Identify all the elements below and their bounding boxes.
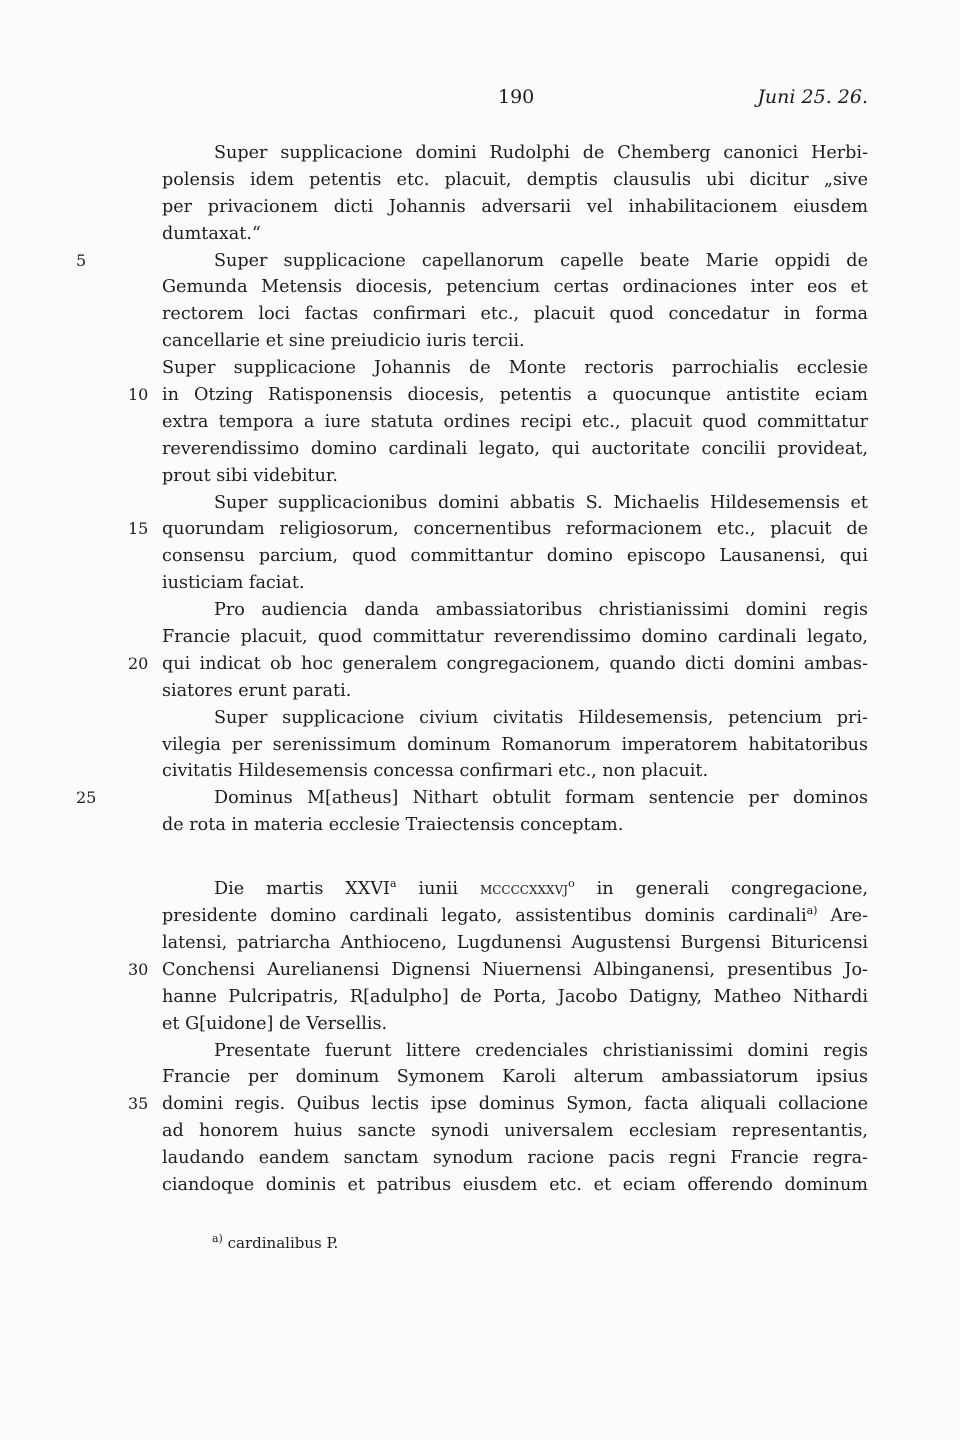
line-text: vilegia per serenissimum dominum Romanorum imperatorem habitatoribus — [162, 734, 868, 755]
line-text: siatores erunt parati. — [162, 680, 352, 701]
page-number: 190 — [498, 86, 535, 108]
line-text: Pro audiencia danda ambassiatoribus christianissimi domini regis — [214, 600, 868, 621]
line-text: et G[uidone] de Versellis. — [162, 1013, 388, 1034]
page-header — [0, 86, 960, 114]
line-text: latensi, patriarcha Anthioceno, Lugdunensi Augustensi Burgensi Bituricensi — [162, 932, 868, 953]
line-text: consensu parcium, quod committantur domino episcopo Lausanensi, qui — [162, 546, 868, 567]
line-text: Conchensi Aurelianensi Dignensi Niuernensi Albinganensi, presentibus Jo- — [162, 959, 868, 980]
line-text: de rota in materia ecclesie Traiectensis conceptam. — [162, 815, 624, 836]
line-text: reverendissimo domino cardinali legato, qui auctoritate concilii provideat, — [162, 438, 868, 459]
text-line — [128, 1091, 868, 1118]
text-line — [162, 436, 868, 463]
footnote-text: cardinalibus P. — [222, 1234, 339, 1252]
text-line — [162, 678, 868, 705]
text-line — [162, 167, 868, 194]
text-line — [162, 597, 868, 624]
line-text: Super supplicacione capellanorum capelle beate Marie oppidi de — [214, 250, 868, 271]
line-text: cancellarie et sine preiudicio iuris tercii. — [162, 331, 525, 352]
section-gap — [162, 839, 868, 876]
line-number: 20 — [128, 653, 149, 673]
line-number: 10 — [128, 385, 149, 405]
line-text: quorundam religiosorum, concernentibus reformacionem etc., placuit de — [162, 519, 868, 540]
text-line — [162, 1064, 868, 1091]
text-line — [162, 1011, 868, 1038]
line-text: ciandoque dominis et patribus eiusdem etc. et eciam offerendo dominum — [162, 1174, 868, 1195]
text-line — [128, 382, 868, 409]
line-text: iusticiam faciat. — [162, 573, 305, 594]
text-line — [162, 1145, 868, 1172]
line-text: qui indicat ob hoc generalem congregacionem, quando dicti domini ambas- — [162, 653, 868, 674]
text-line — [128, 957, 868, 984]
line-text: Super supplicacionibus domini abbatis S. Michaelis Hildesemensis et — [214, 492, 868, 513]
text-line — [162, 194, 868, 221]
line-text: civitatis Hildesemensis concessa confirmari etc., non placuit. — [162, 761, 709, 782]
line-number: 15 — [128, 519, 149, 539]
line-text: prout sibi videbitur. — [162, 465, 338, 486]
text-line — [162, 140, 868, 167]
text-line — [162, 409, 868, 436]
text-line — [128, 651, 868, 678]
body-text — [76, 140, 869, 1199]
text-line — [76, 248, 868, 275]
footnote — [212, 1228, 338, 1254]
text-line — [162, 570, 868, 597]
text-line — [162, 758, 868, 785]
line-number: 5 — [76, 250, 87, 270]
line-number: 25 — [76, 788, 97, 808]
paragraph-block-1 — [76, 140, 868, 839]
text-line — [162, 355, 868, 382]
text-line — [162, 1118, 868, 1145]
line-text: Francie per dominum Symonem Karoli alterum ambassiatorum ipsius — [162, 1067, 868, 1088]
line-text: Gemunda Metensis diocesis, petencium certas ordinaciones inter eos et — [162, 277, 868, 298]
text-line — [162, 732, 868, 759]
line-number: 30 — [128, 959, 149, 979]
line-text: per privacionem dicti Johannis adversarii vel inhabilitacionem eiusdem — [162, 196, 868, 217]
text-line — [162, 301, 868, 328]
text-line: presidente domino cardinali legato, assistentibus dominis cardinali$^{a)}$ Are- — [162, 904, 868, 927]
line-text: laudando eandem sanctam synodum racione pacis regni Francie regra- — [162, 1148, 868, 1169]
running-head: Juni 25. 26. — [757, 86, 868, 108]
line-text: rectorem loci factas confirmari etc., placuit quod concedatur in forma — [162, 304, 868, 325]
paragraph-block-3 — [128, 930, 868, 1199]
text-line — [162, 463, 868, 490]
line-text: extra tempora a iure statuta ordines recipi etc., placuit quod committatur — [162, 411, 868, 432]
text-line — [162, 812, 868, 839]
line-text: Super supplicacione domini Rudolphi de Chemberg canonici Herbi- — [214, 143, 868, 163]
line-text: Presentate fuerunt littere credenciales christianissimi domini regis — [214, 1040, 868, 1061]
text-line — [162, 1038, 868, 1065]
line-text: Dominus M[atheus] Nithart obtulit formam sentencie per dominos — [214, 788, 868, 809]
text-line: Die martis XXVI$^a$ iunii mccccxxxvj$^o$ in generali congregacione, — [214, 877, 869, 900]
text-line — [162, 624, 868, 651]
line-text: domini regis. Quibus lectis ipse dominus Symon, facta aliquali collacione — [162, 1094, 868, 1115]
paragraph-block-2 — [162, 876, 868, 930]
text-line — [128, 516, 868, 543]
text-line — [162, 221, 868, 248]
footnote-label: a) — [212, 1232, 223, 1245]
line-text: in Otzing Ratisponensis diocesis, petentis a quocunque antistite eciam — [162, 385, 868, 406]
text-line — [162, 1172, 868, 1199]
line-text: polensis idem petentis etc. placuit, demptis clausulis ubi dicitur „sive — [162, 169, 868, 190]
text-line — [162, 328, 868, 355]
line-text: Super supplicacione civium civitatis Hildesemensis, petencium pri- — [214, 707, 868, 728]
text-line — [162, 490, 868, 517]
line-number: 35 — [128, 1094, 149, 1114]
text-line — [162, 274, 868, 301]
text-line — [162, 984, 868, 1011]
text-line — [162, 930, 868, 957]
line-text: Francie placuit, quod committatur reverendissimo domino cardinali legato, — [162, 627, 868, 648]
line-text: ad honorem huius sancte synodi universalem ecclesiam representantis, — [162, 1121, 868, 1142]
line-text: hanne Pulcripatris, R[adulpho] de Porta, Jacobo Datigny, Matheo Nithardi — [162, 986, 868, 1007]
text-line — [162, 543, 868, 570]
line-text: dumtaxat.“ — [162, 223, 261, 244]
footnote-marker: a) — [806, 904, 818, 918]
text-line — [162, 705, 868, 732]
line-text: Super supplicacione Johannis de Monte rectoris parrochialis ecclesie — [162, 358, 868, 379]
text-line — [76, 785, 868, 812]
